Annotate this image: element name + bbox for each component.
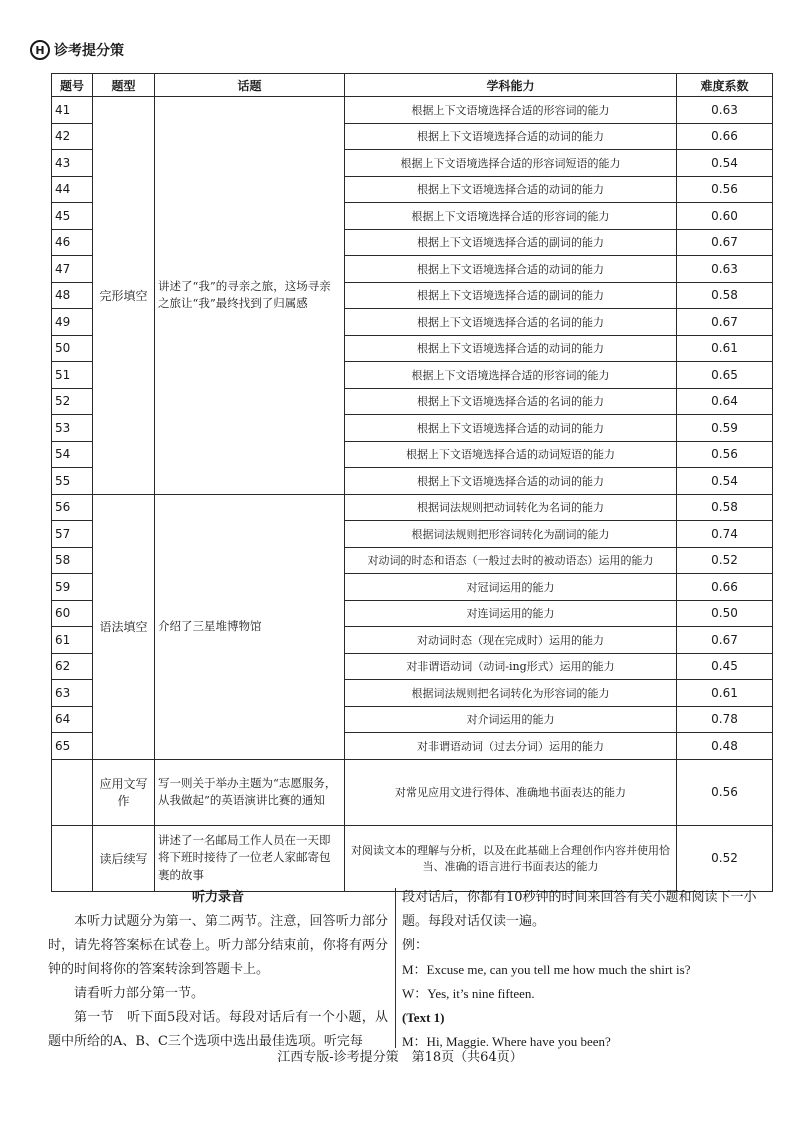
ability-cell: 根据词法规则把形容词转化为副词的能力 bbox=[345, 521, 677, 548]
brand-header bbox=[30, 38, 124, 62]
difficulty-coef: 0.54 bbox=[677, 468, 773, 495]
difficulty-coef: 0.54 bbox=[677, 150, 773, 177]
difficulty-coef: 0.48 bbox=[677, 733, 773, 760]
table-row bbox=[52, 759, 773, 825]
table-row bbox=[52, 825, 773, 891]
difficulty-coef: 0.61 bbox=[677, 680, 773, 707]
question-number: 56 bbox=[52, 494, 93, 521]
topic-cell: 讲述了一名邮局工作人员在一天即将下班时接待了一位老人家邮寄包裹的故事 bbox=[155, 825, 345, 891]
difficulty-coef: 0.78 bbox=[677, 706, 773, 733]
ability-cell: 对常见应用文进行得体、准确地书面表达的能力 bbox=[345, 759, 677, 825]
ability-cell: 根据上下文语境选择合适的动词的能力 bbox=[345, 468, 677, 495]
difficulty-coef: 0.64 bbox=[677, 388, 773, 415]
question-number: 63 bbox=[52, 680, 93, 707]
example-label: 例： bbox=[402, 938, 429, 953]
table-row bbox=[52, 97, 773, 124]
brand-title: 诊考提分策 bbox=[54, 43, 124, 59]
listening-right-column bbox=[402, 886, 774, 1054]
topic-cell: 写一则关于举办主题为“志愿服务，从我做起”的英语演讲比赛的通知 bbox=[155, 759, 345, 825]
question-number: 57 bbox=[52, 521, 93, 548]
brand-logo-icon: H bbox=[30, 40, 50, 60]
ability-cell: 对动词时态（现在完成时）运用的能力 bbox=[345, 627, 677, 654]
question-number: 59 bbox=[52, 574, 93, 601]
question-number bbox=[52, 759, 93, 825]
ability-cell: 根据上下文语境选择合适的形容词的能力 bbox=[345, 203, 677, 230]
question-number: 64 bbox=[52, 706, 93, 733]
question-type: 语法填空 bbox=[93, 494, 155, 759]
header-type: 题型 bbox=[93, 74, 155, 97]
page-footer: 江西专版-诊考提分策 第18页（共64页） bbox=[277, 1050, 523, 1065]
header-num: 题号 bbox=[52, 74, 93, 97]
topic-cell: 介绍了三星堆博物馆 bbox=[155, 494, 345, 759]
ability-cell: 根据上下文语境选择合适的形容词的能力 bbox=[345, 97, 677, 124]
difficulty-coef: 0.52 bbox=[677, 825, 773, 891]
question-number: 44 bbox=[52, 176, 93, 203]
difficulty-coef: 0.56 bbox=[677, 176, 773, 203]
question-type: 应用文写作 bbox=[93, 759, 155, 825]
ability-cell: 根据上下文语境选择合适的名词的能力 bbox=[345, 309, 677, 336]
question-number: 48 bbox=[52, 282, 93, 309]
header-ability: 学科能力 bbox=[345, 74, 677, 97]
ability-cell: 对介词运用的能力 bbox=[345, 706, 677, 733]
ability-cell: 根据上下文语境选择合适的形容词短语的能力 bbox=[345, 150, 677, 177]
difficulty-coef: 0.66 bbox=[677, 574, 773, 601]
listening-right-para: 段对话后，你都有10秒钟的时间来回答有关小题和阅读下一小题。每段对话仅读一遍。 bbox=[402, 890, 757, 929]
header-coef: 难度系数 bbox=[677, 74, 773, 97]
question-number: 62 bbox=[52, 653, 93, 680]
question-type: 读后续写 bbox=[93, 825, 155, 891]
difficulty-coef: 0.56 bbox=[677, 759, 773, 825]
question-number: 42 bbox=[52, 123, 93, 150]
ability-cell: 根据词法规则把名词转化为形容词的能力 bbox=[345, 680, 677, 707]
difficulty-coef: 0.58 bbox=[677, 494, 773, 521]
question-number: 50 bbox=[52, 335, 93, 362]
text1-m-line: M：Hi, Maggie. Where have you been? bbox=[402, 1034, 611, 1049]
question-number: 49 bbox=[52, 309, 93, 336]
ability-cell: 根据上下文语境选择合适的副词的能力 bbox=[345, 282, 677, 309]
listening-para-1: 本听力试题分为第一、第二两节。注意，回答听力部分时，请先将答案标在试卷上。听力部分结束前，你将有两分钟的时间将你的答案转涂到答题卡上。 bbox=[48, 914, 388, 977]
difficulty-coef: 0.60 bbox=[677, 203, 773, 230]
column-divider bbox=[395, 888, 396, 1048]
question-number: 41 bbox=[52, 97, 93, 124]
ability-cell: 对阅读文本的理解与分析，以及在此基础上合理创作内容并使用恰当、准确的语言进行书面表达的能力 bbox=[345, 825, 677, 891]
listening-para-3: 第一节 听下面5段对话。每段对话后有一个小题，从题中所给的A、B、C三个选项中选出最佳选项。听完每 bbox=[48, 1010, 388, 1049]
question-number: 43 bbox=[52, 150, 93, 177]
ability-cell: 根据上下文语境选择合适的动词的能力 bbox=[345, 123, 677, 150]
difficulty-coef: 0.45 bbox=[677, 653, 773, 680]
question-number: 60 bbox=[52, 600, 93, 627]
listening-title: 听力录音 bbox=[191, 890, 244, 905]
question-number: 53 bbox=[52, 415, 93, 442]
difficulty-coef: 0.50 bbox=[677, 600, 773, 627]
ability-cell: 根据上下文语境选择合适的名词的能力 bbox=[345, 388, 677, 415]
ability-cell: 根据上下文语境选择合适的动词的能力 bbox=[345, 335, 677, 362]
listening-para-2: 请看听力部分第一节。 bbox=[74, 986, 205, 1001]
ability-cell: 根据上下文语境选择合适的动词短语的能力 bbox=[345, 441, 677, 468]
ability-cell: 对非谓语动词（过去分词）运用的能力 bbox=[345, 733, 677, 760]
difficulty-coef: 0.66 bbox=[677, 123, 773, 150]
question-number: 47 bbox=[52, 256, 93, 283]
ability-cell: 对动词的时态和语态（一般过去时的被动语态）运用的能力 bbox=[345, 547, 677, 574]
topic-cell: 讲述了“我”的寻亲之旅，这场寻亲之旅让“我”最终找到了归属感 bbox=[155, 97, 345, 495]
difficulty-coef: 0.67 bbox=[677, 229, 773, 256]
example-m-line: M：Excuse me, can you tell me how much the shirt is? bbox=[402, 962, 691, 977]
question-number: 46 bbox=[52, 229, 93, 256]
ability-cell: 根据上下文语境选择合适的动词的能力 bbox=[345, 176, 677, 203]
ability-cell: 根据上下文语境选择合适的副词的能力 bbox=[345, 229, 677, 256]
difficulty-coef: 0.52 bbox=[677, 547, 773, 574]
ability-cell: 根据上下文语境选择合适的形容词的能力 bbox=[345, 362, 677, 389]
difficulty-coef: 0.74 bbox=[677, 521, 773, 548]
difficulty-coef: 0.61 bbox=[677, 335, 773, 362]
question-number: 58 bbox=[52, 547, 93, 574]
question-number: 55 bbox=[52, 468, 93, 495]
ability-cell: 根据上下文语境选择合适的动词的能力 bbox=[345, 415, 677, 442]
question-number: 51 bbox=[52, 362, 93, 389]
listening-left-column bbox=[48, 886, 388, 1054]
difficulty-coef: 0.67 bbox=[677, 309, 773, 336]
ability-cell: 根据上下文语境选择合适的动词的能力 bbox=[345, 256, 677, 283]
difficulty-coef: 0.58 bbox=[677, 282, 773, 309]
difficulty-coef: 0.56 bbox=[677, 441, 773, 468]
question-number: 45 bbox=[52, 203, 93, 230]
ability-cell: 对连词运用的能力 bbox=[345, 600, 677, 627]
example-w-line: W：Yes, it’s nine fifteen. bbox=[402, 986, 535, 1001]
difficulty-coef: 0.63 bbox=[677, 97, 773, 124]
ability-cell: 根据词法规则把动词转化为名词的能力 bbox=[345, 494, 677, 521]
question-type: 完形填空 bbox=[93, 97, 155, 495]
difficulty-coef: 0.63 bbox=[677, 256, 773, 283]
ability-cell: 对非谓语动词（动词-ing形式）运用的能力 bbox=[345, 653, 677, 680]
difficulty-coef: 0.59 bbox=[677, 415, 773, 442]
ability-cell: 对冠词运用的能力 bbox=[345, 574, 677, 601]
question-number bbox=[52, 825, 93, 891]
question-number: 61 bbox=[52, 627, 93, 654]
analysis-table bbox=[51, 73, 773, 892]
header-topic: 话题 bbox=[155, 74, 345, 97]
table-header-row bbox=[52, 74, 773, 97]
difficulty-coef: 0.67 bbox=[677, 627, 773, 654]
difficulty-coef: 0.65 bbox=[677, 362, 773, 389]
question-number: 52 bbox=[52, 388, 93, 415]
table-row bbox=[52, 494, 773, 521]
question-number: 54 bbox=[52, 441, 93, 468]
question-number: 65 bbox=[52, 733, 93, 760]
text1-label: (Text 1) bbox=[402, 1010, 445, 1025]
